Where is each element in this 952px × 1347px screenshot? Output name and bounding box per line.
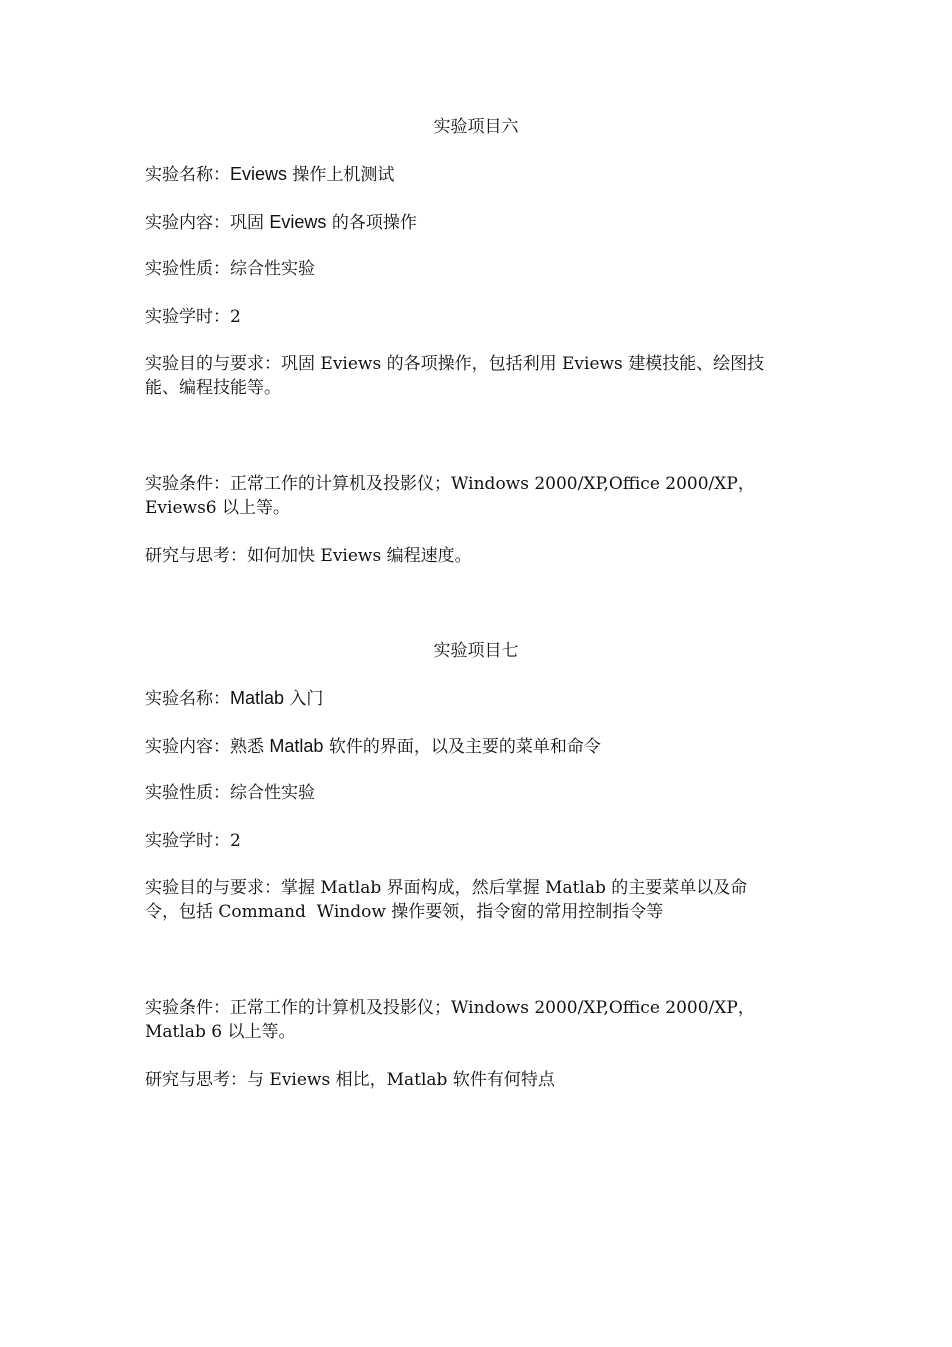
section7-experiment-name [145, 686, 825, 711]
section7-experiment-hours: 实验学时：2 [145, 831, 241, 851]
section6-conditions-line2: Eviews6 以上等。 [145, 498, 291, 518]
section7-content-label: 实验内容：熟悉 [145, 737, 270, 757]
section6-goal-line1: 实验目的与要求：巩固 Eviews 的各项操作，包括利用 Eviews 建模技能、绘图技 [145, 354, 765, 374]
section6-content-label: 实验内容：巩固 [145, 213, 270, 233]
section6-name-rest: 操作上机测试 [287, 165, 395, 185]
section6-name-value: Eviews [230, 164, 288, 184]
section7-name-rest: 入门 [284, 689, 324, 709]
section7-experiment-nature: 实验性质：综合性实验 [145, 783, 315, 803]
section6-experiment-hours: 实验学时：2 [145, 307, 241, 327]
section6-content-rest: 的各项操作 [326, 213, 417, 233]
section7-name-label: 实验名称： [145, 689, 230, 709]
section7-goal-line1: 实验目的与要求：掌握 Matlab 界面构成，然后掌握 Matlab 的主要菜单以及命 [145, 878, 748, 898]
section7-title: 实验项目七 [433, 641, 519, 661]
section6-name-label: 实验名称： [145, 165, 230, 185]
section7-conditions-line2: Matlab 6 以上等。 [145, 1022, 296, 1042]
section7-experiment-content [145, 734, 825, 759]
section7-research: 研究与思考：与 Eviews 相比，Matlab 软件有何特点 [145, 1070, 555, 1090]
section7-name-value: Matlab [230, 688, 285, 708]
section6-research: 研究与思考：如何加快 Eviews 编程速度。 [145, 546, 472, 566]
section6-conditions-line1: 实验条件：正常工作的计算机及投影仪；Windows 2000/XP,Office 2000/XP， [145, 474, 755, 494]
section6-experiment-content [145, 210, 825, 235]
section6-title: 实验项目六 [433, 117, 519, 137]
section6-goal-line2: 能、编程技能等。 [145, 378, 281, 398]
section6-experiment-name [145, 162, 825, 187]
section7-content-rest: 软件的界面，以及主要的菜单和命令 [323, 737, 601, 757]
section6-content-value: Eviews [269, 212, 327, 232]
section7-goal-line2: 令，包括 Command Window 操作要领，指令窗的常用控制指令等 [145, 902, 664, 922]
section7-conditions-line1: 实验条件：正常工作的计算机及投影仪；Windows 2000/XP,Office 2000/XP， [145, 998, 755, 1018]
section6-experiment-nature: 实验性质：综合性实验 [145, 259, 315, 279]
section7-content-value: Matlab [269, 736, 324, 756]
